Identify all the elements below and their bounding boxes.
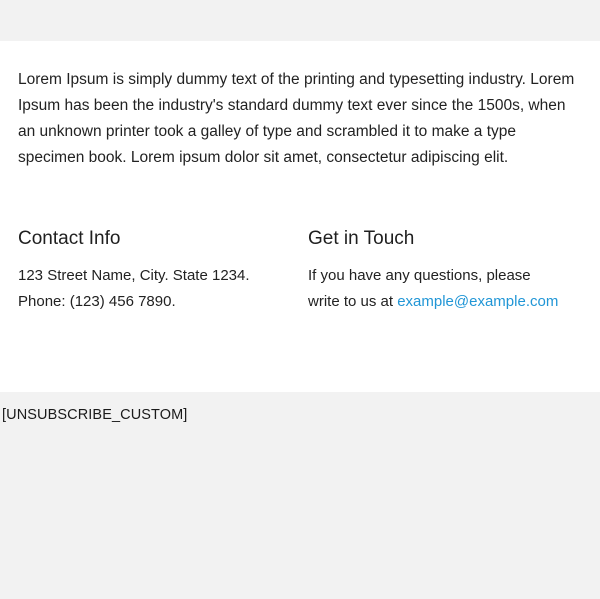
get-in-touch-text-line-2 [308, 289, 576, 315]
contact-phone: Phone: (123) 456 7890. [18, 293, 176, 310]
unsubscribe-placeholder: [UNSUBSCRIBE_CUSTOM] [2, 407, 188, 423]
get-in-touch-body [308, 263, 576, 315]
email-body-card [0, 41, 600, 392]
contact-info-column [18, 227, 308, 315]
get-in-touch-text-line-1: If you have any questions, please [308, 267, 531, 284]
intro-paragraph: Lorem Ipsum is simply dummy text of the printing and typesetting industry. Lorem Ipsum has been the industry's standard dummy text ever since the 1500s, when an unknown printer took a galley of type and scrambled it to make a type specimen book. Lorem ipsum dolor sit amet, consectetur adipiscing elit. [18, 71, 575, 166]
get-in-touch-heading: Get in Touch [308, 228, 415, 249]
get-in-touch-text-prefix: write to us at [308, 293, 398, 310]
contact-info-heading: Contact Info [18, 228, 121, 249]
get-in-touch-column [308, 227, 576, 315]
contact-email-link[interactable]: example@example.com [397, 293, 559, 310]
email-content [0, 41, 600, 315]
contact-address: 123 Street Name, City. State 1234. [18, 267, 250, 284]
two-column-section [18, 227, 576, 315]
contact-info-body [18, 263, 308, 315]
